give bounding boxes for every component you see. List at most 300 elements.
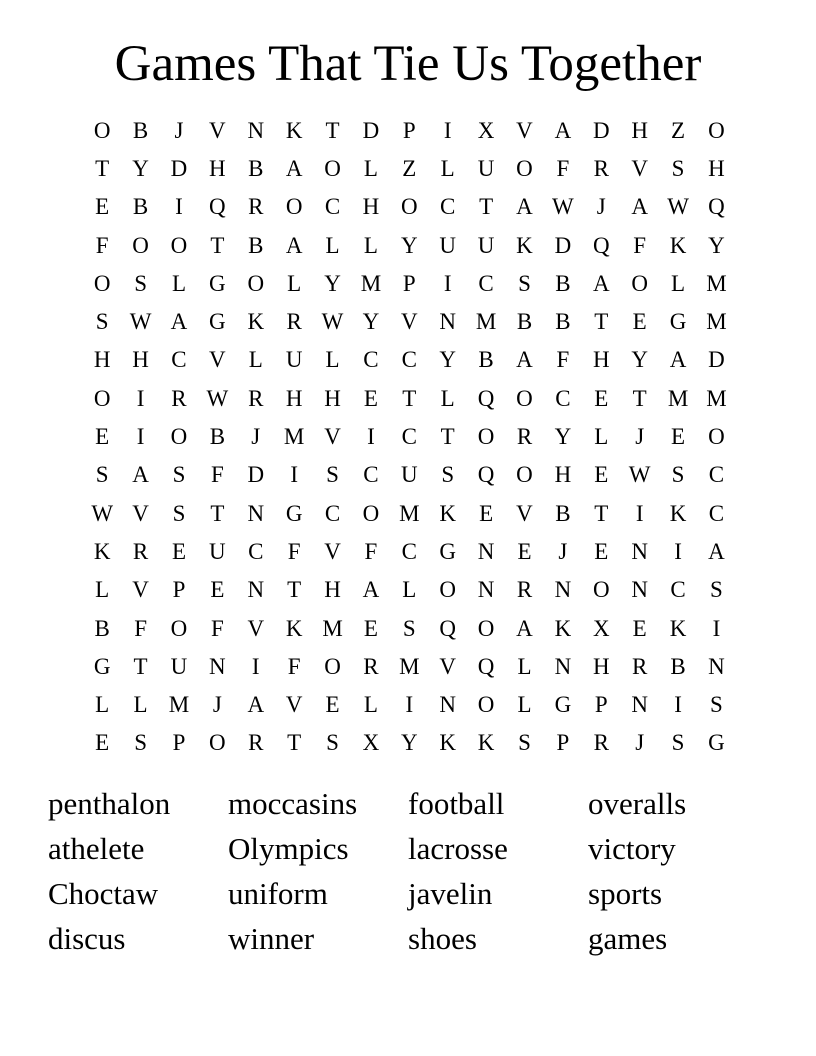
grid-letter: B bbox=[248, 155, 264, 181]
grid-letter: K bbox=[285, 615, 303, 641]
grid-letter: D bbox=[708, 347, 725, 373]
grid-letter: W bbox=[667, 194, 689, 220]
grid-letter: F bbox=[287, 538, 301, 564]
grid-letter: V bbox=[516, 500, 533, 526]
grid-letter: P bbox=[172, 577, 186, 603]
grid-letter: S bbox=[402, 615, 416, 641]
grid-letter: O bbox=[477, 615, 495, 641]
grid-letter: W bbox=[91, 500, 114, 526]
word-list-item: uniform bbox=[228, 876, 328, 911]
grid-letter: I bbox=[443, 270, 452, 296]
grid-letter: G bbox=[439, 538, 457, 564]
grid-letter: A bbox=[132, 462, 149, 488]
grid-letter: O bbox=[516, 462, 533, 488]
grid-letter: G bbox=[93, 653, 111, 679]
grid-letter: R bbox=[286, 309, 302, 335]
grid-letter: G bbox=[669, 309, 687, 335]
grid-letter: Q bbox=[439, 615, 457, 641]
word-list-item: lacrosse bbox=[408, 831, 508, 866]
grid-letter: N bbox=[477, 538, 495, 564]
grid-letter: I bbox=[443, 117, 452, 143]
grid-letter: U bbox=[209, 538, 226, 564]
grid-letter: D bbox=[170, 155, 188, 181]
grid-letter: P bbox=[556, 730, 570, 756]
grid-letter: O bbox=[170, 424, 188, 450]
grid-letter: K bbox=[247, 309, 265, 335]
grid-letter: N bbox=[439, 692, 457, 718]
grid-letter: J bbox=[251, 424, 261, 450]
grid-letter: L bbox=[325, 347, 340, 373]
grid-letter: O bbox=[170, 615, 188, 641]
grid-letter: B bbox=[132, 117, 149, 143]
grid-letter: R bbox=[363, 653, 379, 679]
word-list-item: javelin bbox=[408, 876, 493, 911]
word-list-item: football bbox=[408, 786, 505, 821]
grid-letter: E bbox=[325, 692, 340, 718]
grid-letter: M bbox=[399, 653, 420, 679]
grid-letter: U bbox=[170, 653, 188, 679]
grid-letter: E bbox=[210, 577, 225, 603]
grid-letter: L bbox=[594, 424, 609, 450]
word-list-item: overalls bbox=[588, 786, 687, 821]
grid-letter: L bbox=[363, 155, 378, 181]
grid-letter: H bbox=[592, 347, 610, 373]
grid-letter: N bbox=[708, 653, 725, 679]
grid-letter: M bbox=[475, 309, 497, 335]
grid-letter: V bbox=[132, 500, 149, 526]
grid-letter: T bbox=[210, 500, 225, 526]
grid-letter: W bbox=[321, 309, 344, 335]
grid-letter: I bbox=[251, 653, 260, 679]
grid-letter: C bbox=[401, 424, 417, 450]
grid-letter: U bbox=[439, 232, 457, 258]
grid-letter: X bbox=[362, 730, 380, 756]
grid-letter: E bbox=[671, 424, 686, 450]
grid-letter: L bbox=[402, 577, 417, 603]
word-list-item: winner bbox=[228, 921, 315, 956]
grid-letter: R bbox=[516, 577, 533, 603]
grid-letter: M bbox=[706, 309, 727, 335]
grid-letter: Y bbox=[324, 270, 341, 296]
grid-letter: H bbox=[324, 577, 341, 603]
grid-letter: H bbox=[93, 347, 111, 373]
grid-letter: W bbox=[552, 194, 574, 220]
grid-letter: C bbox=[401, 538, 417, 564]
grid-letter: C bbox=[670, 577, 686, 603]
grid-letter: A bbox=[669, 347, 687, 373]
grid-letter: O bbox=[708, 117, 725, 143]
grid-letter: E bbox=[363, 385, 378, 411]
grid-letter: D bbox=[592, 117, 610, 143]
grid-letter: T bbox=[594, 309, 609, 335]
grid-letter: S bbox=[518, 730, 531, 756]
grid-letter: F bbox=[210, 615, 224, 641]
grid-letter: C bbox=[555, 385, 571, 411]
grid-letter: O bbox=[132, 232, 149, 258]
grid-letter: B bbox=[94, 615, 110, 641]
grid-letter: I bbox=[290, 462, 298, 488]
grid-letter: C bbox=[401, 347, 417, 373]
grid-letter: Y bbox=[631, 347, 648, 373]
grid-letter: R bbox=[631, 653, 648, 679]
grid-letter: K bbox=[554, 615, 572, 641]
grid-letter: B bbox=[248, 232, 264, 258]
grid-letter: E bbox=[95, 424, 110, 450]
grid-letter: O bbox=[247, 270, 265, 296]
grid-letter: F bbox=[95, 232, 109, 258]
grid-letter: E bbox=[594, 462, 609, 488]
grid-letter: D bbox=[362, 117, 380, 143]
grid-letter: L bbox=[325, 232, 340, 258]
grid-letter: F bbox=[287, 653, 301, 679]
grid-letter: R bbox=[516, 424, 533, 450]
word-list-item: shoes bbox=[408, 921, 477, 956]
grid-letter: O bbox=[631, 270, 648, 296]
grid-letter: F bbox=[556, 155, 570, 181]
grid-letter: P bbox=[594, 692, 608, 718]
grid-letter: B bbox=[132, 194, 149, 220]
grid-letter: A bbox=[592, 270, 610, 296]
grid-letter: E bbox=[363, 615, 378, 641]
grid-letter: M bbox=[706, 385, 727, 411]
grid-letter: H bbox=[132, 347, 149, 373]
grid-letter: A bbox=[516, 347, 533, 373]
grid-letter: X bbox=[592, 615, 610, 641]
grid-letter: M bbox=[283, 424, 305, 450]
grid-letter: J bbox=[174, 117, 184, 143]
grid-letter: R bbox=[248, 194, 264, 220]
grid-letter: B bbox=[209, 424, 226, 450]
grid-letter: E bbox=[632, 615, 647, 641]
grid-letter: T bbox=[594, 500, 609, 526]
grid-letter: Y bbox=[554, 424, 572, 450]
grid-letter: E bbox=[479, 500, 494, 526]
grid-letter: A bbox=[516, 194, 533, 220]
word-list-item: moccasins bbox=[228, 786, 358, 821]
grid-letter: O bbox=[516, 385, 533, 411]
grid-letter: I bbox=[712, 615, 721, 641]
grid-letter: A bbox=[516, 615, 533, 641]
grid-letter: D bbox=[554, 232, 572, 258]
grid-letter: G bbox=[708, 730, 725, 756]
grid-letter: U bbox=[285, 347, 303, 373]
grid-letter: J bbox=[596, 194, 606, 220]
grid-letter: O bbox=[324, 653, 341, 679]
grid-letter: Q bbox=[477, 653, 495, 679]
grid-letter: H bbox=[362, 194, 380, 220]
grid-letter: K bbox=[669, 615, 687, 641]
grid-letter: L bbox=[517, 692, 532, 718]
grid-letter: O bbox=[592, 577, 610, 603]
grid-letter: E bbox=[517, 538, 532, 564]
grid-letter: Q bbox=[592, 232, 610, 258]
grid-letter: Q bbox=[477, 385, 495, 411]
grid-letter: Y bbox=[439, 347, 457, 373]
grid-letter: K bbox=[439, 500, 457, 526]
grid-letter: Y bbox=[401, 730, 418, 756]
grid-letter: R bbox=[593, 155, 609, 181]
word-list-item: discus bbox=[48, 921, 126, 956]
grid-letter: C bbox=[363, 347, 379, 373]
grid-letter: A bbox=[285, 155, 303, 181]
grid-letter: R bbox=[171, 385, 187, 411]
grid-letter: T bbox=[95, 155, 110, 181]
word-list-item: Choctaw bbox=[48, 876, 159, 911]
word-list-item: victory bbox=[588, 831, 676, 866]
grid-letter: V bbox=[516, 117, 533, 143]
grid-letter: E bbox=[171, 538, 186, 564]
grid-letter: F bbox=[134, 615, 147, 641]
grid-letter: S bbox=[671, 462, 685, 488]
grid-letter: N bbox=[477, 577, 495, 603]
grid-letter: X bbox=[477, 117, 495, 143]
grid-letter: O bbox=[477, 424, 495, 450]
grid-letter: O bbox=[477, 692, 495, 718]
grid-letter: H bbox=[708, 155, 725, 181]
grid-letter: E bbox=[594, 385, 609, 411]
grid-letter: Y bbox=[132, 155, 149, 181]
grid-letter: J bbox=[212, 692, 222, 718]
grid-letter: J bbox=[558, 538, 568, 564]
grid-letter: A bbox=[285, 232, 303, 258]
grid-letter: O bbox=[285, 194, 303, 220]
grid-letter: U bbox=[401, 462, 418, 488]
grid-letter: P bbox=[402, 270, 416, 296]
grid-letter: N bbox=[631, 538, 648, 564]
grid-letter: V bbox=[401, 309, 418, 335]
grid-letter: I bbox=[136, 385, 145, 411]
grid-letter: E bbox=[95, 194, 110, 220]
grid-letter: O bbox=[516, 155, 533, 181]
grid-letter: O bbox=[708, 424, 725, 450]
grid-letter: K bbox=[516, 232, 533, 258]
word-list bbox=[48, 781, 768, 961]
grid-letter: I bbox=[674, 538, 682, 564]
grid-letter: O bbox=[401, 194, 418, 220]
grid-letter: O bbox=[93, 270, 111, 296]
grid-letter: W bbox=[206, 385, 229, 411]
grid-letter: E bbox=[95, 730, 110, 756]
grid-letter: K bbox=[669, 232, 687, 258]
grid-letter: G bbox=[209, 309, 226, 335]
grid-letter: L bbox=[363, 692, 378, 718]
grid-letter: I bbox=[635, 500, 644, 526]
grid-letter: G bbox=[554, 692, 572, 718]
grid-letter: K bbox=[285, 117, 303, 143]
grid-letter: F bbox=[210, 462, 224, 488]
grid-letter: H bbox=[554, 462, 572, 488]
word-list-item: Olympics bbox=[228, 831, 349, 866]
grid-letter: S bbox=[95, 462, 109, 488]
grid-letter: K bbox=[477, 730, 495, 756]
grid-letter: V bbox=[247, 615, 265, 641]
grid-letter: S bbox=[95, 309, 109, 335]
grid-letter: T bbox=[287, 730, 302, 756]
grid-letter: O bbox=[93, 385, 111, 411]
grid-letter: C bbox=[708, 462, 725, 488]
grid-letter: S bbox=[710, 692, 723, 718]
grid-letter: N bbox=[554, 653, 572, 679]
grid-letter: V bbox=[209, 347, 226, 373]
grid-letter: A bbox=[170, 309, 188, 335]
grid-letter: S bbox=[172, 462, 186, 488]
grid-letter: L bbox=[440, 385, 455, 411]
grid-letter: B bbox=[555, 309, 571, 335]
grid-letter: N bbox=[554, 577, 572, 603]
grid-letter: H bbox=[631, 117, 648, 143]
grid-letter: F bbox=[556, 347, 570, 373]
grid-letter: J bbox=[635, 424, 645, 450]
grid-letter: M bbox=[667, 385, 689, 411]
grid-letter: Z bbox=[671, 117, 686, 143]
grid-letter: W bbox=[628, 462, 651, 488]
grid-letter: V bbox=[132, 577, 149, 603]
grid-letter: L bbox=[363, 232, 378, 258]
grid-letter: N bbox=[247, 500, 265, 526]
grid-letter: Z bbox=[402, 155, 417, 181]
grid-letter: O bbox=[362, 500, 380, 526]
grid-letter: T bbox=[133, 653, 148, 679]
grid-letter: Y bbox=[401, 232, 418, 258]
grid-letter: I bbox=[405, 692, 414, 718]
word-list-item: penthalon bbox=[48, 786, 171, 821]
grid-letter: N bbox=[439, 309, 457, 335]
grid-letter: O bbox=[93, 117, 111, 143]
grid-letter: S bbox=[518, 270, 531, 296]
grid-letter: B bbox=[516, 309, 533, 335]
grid-letter: F bbox=[364, 538, 378, 564]
grid-letter: E bbox=[594, 538, 609, 564]
grid-letter: V bbox=[324, 538, 341, 564]
grid-letter: C bbox=[440, 194, 456, 220]
grid-letter: A bbox=[708, 538, 725, 564]
grid-letter: L bbox=[248, 347, 263, 373]
grid-letter: V bbox=[209, 117, 226, 143]
grid-letter: S bbox=[326, 462, 339, 488]
grid-letter: O bbox=[170, 232, 188, 258]
grid-letter: C bbox=[708, 500, 725, 526]
grid-letter: T bbox=[287, 577, 302, 603]
grid-letter: M bbox=[399, 500, 420, 526]
grid-letter: Q bbox=[209, 194, 226, 220]
grid-letter: S bbox=[326, 730, 339, 756]
grid-letter: S bbox=[710, 577, 723, 603]
grid-letter: A bbox=[554, 117, 572, 143]
grid-letter: O bbox=[324, 155, 341, 181]
grid-letter: W bbox=[129, 309, 152, 335]
grid-letter: M bbox=[706, 270, 727, 296]
grid-letter: T bbox=[210, 232, 225, 258]
grid-letter: I bbox=[136, 424, 145, 450]
grid-letter: Y bbox=[362, 309, 380, 335]
grid-letter: Y bbox=[708, 232, 725, 258]
grid-letter: C bbox=[248, 538, 264, 564]
grid-letter: S bbox=[134, 270, 147, 296]
grid-letter: M bbox=[322, 615, 343, 641]
grid-letter: L bbox=[671, 270, 686, 296]
grid-letter: S bbox=[671, 730, 685, 756]
grid-letter: T bbox=[402, 385, 417, 411]
grid-letter: V bbox=[324, 424, 341, 450]
grid-letter: R bbox=[593, 730, 609, 756]
grid-letter: K bbox=[439, 730, 457, 756]
grid-letter: M bbox=[360, 270, 382, 296]
grid-letter: T bbox=[440, 424, 455, 450]
grid-letter: O bbox=[439, 577, 457, 603]
grid-letter: L bbox=[171, 270, 186, 296]
grid-letter: L bbox=[517, 653, 532, 679]
word-list-item: athelete bbox=[48, 831, 145, 866]
grid-letter: B bbox=[555, 500, 571, 526]
grid-letter: N bbox=[209, 653, 226, 679]
grid-letter: Q bbox=[477, 462, 495, 488]
grid-letter: R bbox=[132, 538, 149, 564]
grid-letter: K bbox=[93, 538, 111, 564]
grid-letter: N bbox=[247, 577, 265, 603]
grid-letter: T bbox=[632, 385, 647, 411]
grid-letter: H bbox=[324, 385, 341, 411]
grid-letter: S bbox=[172, 500, 186, 526]
grid-letter: K bbox=[669, 500, 687, 526]
grid-letter: U bbox=[477, 155, 495, 181]
grid-letter: H bbox=[209, 155, 226, 181]
grid-letter: D bbox=[247, 462, 265, 488]
grid-letter: A bbox=[247, 692, 265, 718]
grid-letter: T bbox=[325, 117, 340, 143]
grid-letter: J bbox=[635, 730, 645, 756]
grid-letter: H bbox=[592, 653, 610, 679]
grid-letter: T bbox=[479, 194, 494, 220]
grid-letter: N bbox=[631, 692, 648, 718]
grid-letter: I bbox=[674, 692, 682, 718]
grid-letter: P bbox=[402, 117, 416, 143]
grid-letter: C bbox=[324, 500, 341, 526]
grid-letter: A bbox=[362, 577, 380, 603]
grid-letter: G bbox=[209, 270, 226, 296]
page-title: Games That Tie Us Together bbox=[114, 36, 702, 92]
grid-letter: L bbox=[133, 692, 148, 718]
grid-letter: R bbox=[248, 730, 264, 756]
grid-letter: S bbox=[134, 730, 147, 756]
grid-letter: O bbox=[209, 730, 226, 756]
grid-letter: L bbox=[95, 692, 110, 718]
letter-grid bbox=[83, 111, 736, 762]
grid-letter: Q bbox=[708, 194, 725, 220]
grid-letter: V bbox=[631, 155, 648, 181]
word-list-item: games bbox=[588, 921, 668, 956]
grid-letter: L bbox=[95, 577, 110, 603]
grid-letter: G bbox=[285, 500, 303, 526]
grid-letter: C bbox=[478, 270, 494, 296]
grid-letter: B bbox=[670, 653, 686, 679]
grid-letter: F bbox=[633, 232, 647, 258]
grid-letter: I bbox=[175, 194, 183, 220]
grid-letter: H bbox=[285, 385, 303, 411]
grid-letter: U bbox=[477, 232, 495, 258]
grid-letter: B bbox=[555, 270, 571, 296]
grid-letter: C bbox=[363, 462, 379, 488]
grid-letter: B bbox=[478, 347, 494, 373]
grid-letter: N bbox=[631, 577, 648, 603]
grid-letter: S bbox=[671, 155, 685, 181]
grid-letter: V bbox=[439, 653, 457, 679]
grid-letter: S bbox=[441, 462, 455, 488]
grid-letter: I bbox=[367, 424, 375, 450]
word-list-item: sports bbox=[588, 876, 663, 911]
grid-letter: L bbox=[287, 270, 302, 296]
grid-letter: M bbox=[168, 692, 190, 718]
grid-letter: E bbox=[632, 309, 647, 335]
